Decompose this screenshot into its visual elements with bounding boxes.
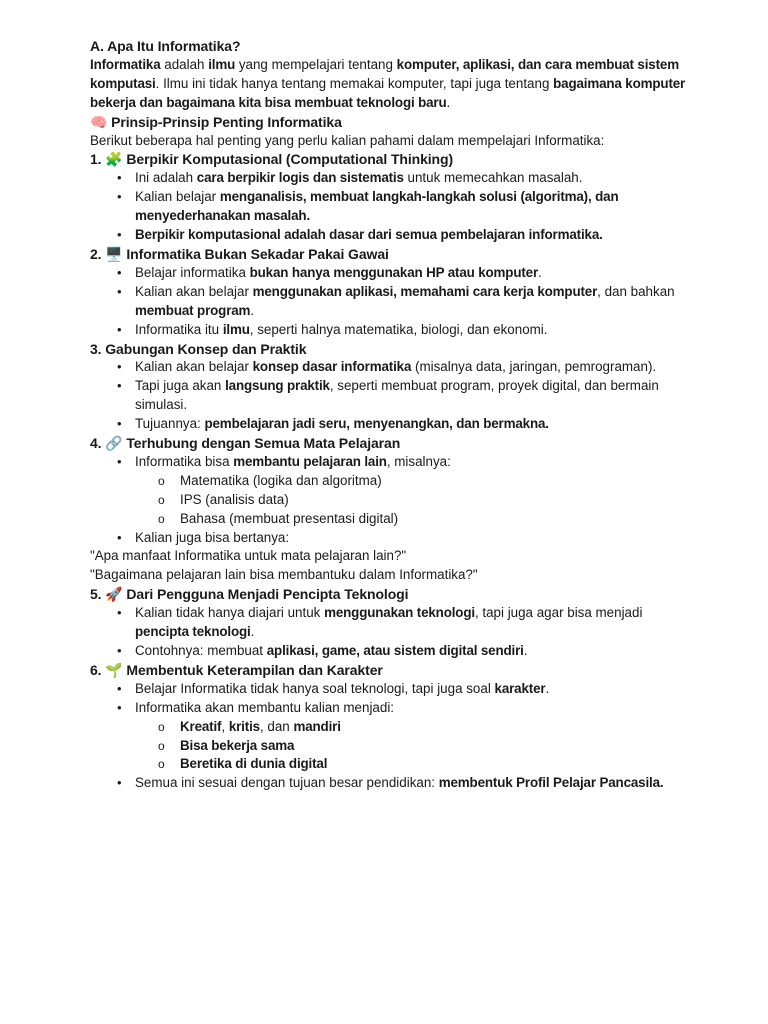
intro-text-3: . Ilmu ini tidak hanya tentang memakai komputer, tapi juga tentang <box>155 75 554 91</box>
section-5-list <box>90 604 690 661</box>
item-bold: Bisa bekerja sama <box>180 737 295 753</box>
question-2: "Bagaimana pelajaran lain bisa membantuku dalam Informatika?" <box>90 567 478 583</box>
item-bold: cara berpikir logis dan sistematis <box>196 170 404 186</box>
sub-list-item: o Bahasa (membuat presentasi digital) <box>90 510 690 529</box>
item-text: Kalian tidak hanya diajari untuk <box>135 605 325 621</box>
list-item <box>90 283 690 321</box>
section-a-title: A. Apa Itu Informatika? <box>90 38 241 54</box>
list-item <box>90 377 690 415</box>
section-6-list <box>90 680 690 718</box>
section-5-title: 5. 🚀 Dari Pengguna Menjadi Pencipta Teknologi <box>90 586 409 603</box>
item-bold: menggunakan teknologi <box>324 605 475 621</box>
item-bold: menggunakan aplikasi, memahami cara kerja komputer <box>252 283 598 299</box>
list-item <box>90 169 690 188</box>
list-item <box>90 226 690 245</box>
item-bold: Berpikir komputasional adalah dasar dari semua pembelajaran informatika. <box>135 227 603 243</box>
principles-lead: Berikut beberapa hal penting yang perlu kalian pahami dalam mempelajari Informatika: <box>90 132 605 148</box>
item-text: Kalian belajar <box>135 189 220 205</box>
item-text: , dan bahkan <box>597 283 675 299</box>
intro-text-2: yang mempelajari tentang <box>235 56 397 72</box>
item-text: Belajar informatika <box>135 264 250 280</box>
item-text: Tujuannya: <box>135 416 205 432</box>
sub-list-item <box>90 718 690 737</box>
item-bold: membantu pelajaran lain <box>233 453 387 469</box>
item-bold: mandiri <box>293 718 341 734</box>
intro-bold-3: komputer, aplikasi, dan cara membuat sistem komputasi <box>90 56 679 91</box>
item-text: . <box>250 624 255 640</box>
sub-list-item: o Matematika (logika dan algoritma) <box>90 472 690 491</box>
list-item <box>90 774 690 793</box>
intro-bold-4: bagaimana komputer bekerja dan bagaimana kita bisa membuat teknologi baru <box>90 75 686 110</box>
intro-paragraph <box>90 56 690 113</box>
section-3-title: 3. Gabungan Konsep dan Praktik <box>90 340 307 357</box>
intro-text-4: . <box>446 94 451 110</box>
item-bold: Beretika di dunia digital <box>180 756 328 772</box>
item-bold: karakter <box>494 680 546 696</box>
item-text: . <box>538 264 542 280</box>
section-3-list <box>90 358 690 434</box>
item-text: Belajar Informatika tidak hanya soal teknologi, tapi juga soal <box>135 680 495 696</box>
sub-list-item <box>90 755 690 774</box>
item-bold: konsep dasar informatika <box>252 359 412 375</box>
item-text: Semua ini sesuai dengan tujuan besar pendidikan: <box>135 775 439 791</box>
intro-bold-1: Informatika <box>90 56 161 72</box>
item-bold: langsung praktik <box>225 378 330 394</box>
item-text: . <box>545 680 550 696</box>
principles-title: 🧠 Prinsip-Prinsip Penting Informatika <box>90 113 342 130</box>
item-text: Tapi juga akan <box>135 378 226 394</box>
item-bold: membuat program <box>135 302 251 318</box>
item-text: Ini adalah <box>135 170 197 186</box>
list-item <box>90 642 690 661</box>
section-6-list-2 <box>90 774 690 793</box>
section-4-list-2 <box>90 529 690 548</box>
section-6-sublist <box>90 718 690 775</box>
item-text: , seperti halnya matematika, biologi, dan ekonomi. <box>249 321 548 337</box>
list-item <box>90 264 690 283</box>
list-item <box>90 415 690 434</box>
list-item: • Informatika akan membantu kalian menjadi: <box>90 699 690 718</box>
section-2-title: 2. 🖥️ Informatika Bukan Sekadar Pakai Gawai <box>90 245 389 262</box>
item-bold: pembelajaran jadi seru, menyenangkan, dan bermakna. <box>204 416 549 432</box>
list-item <box>90 680 690 699</box>
item-text: Kalian akan belajar <box>135 283 253 299</box>
item-bold: Kreatif <box>180 718 222 734</box>
item-bold: ilmu <box>222 321 250 337</box>
section-1-title: 1. 🧩 Berpikir Komputasional (Computational Thinking) <box>90 151 454 168</box>
intro-bold-2: ilmu <box>208 56 236 72</box>
item-text: Informatika itu <box>135 321 223 337</box>
document-content <box>90 37 690 793</box>
item-text: Informatika bisa <box>135 453 234 469</box>
list-item: • Kalian juga bisa bertanya: <box>90 529 690 548</box>
item-text: , dan <box>259 718 294 734</box>
item-bold: kritis <box>228 718 260 734</box>
item-text: Contohnya: membuat <box>135 643 267 658</box>
item-text: , tapi juga agar bisa menjadi <box>474 605 643 621</box>
question-1: "Apa manfaat Informatika untuk mata pelajaran lain?" <box>90 548 407 564</box>
section-4-list <box>90 453 690 472</box>
section-6-title: 6. 🌱 Membentuk Keterampilan dan Karakter <box>90 661 383 678</box>
item-text: Kalian akan belajar <box>135 359 253 375</box>
item-bold: pencipta teknologi <box>135 624 251 640</box>
item-text: . <box>523 643 528 658</box>
section-2-list <box>90 264 690 340</box>
item-text: , seperti membuat program, proyek digital, dan bermain simulasi. <box>135 378 659 413</box>
item-text: (misalnya data, jaringan, pemrograman). <box>411 359 657 375</box>
sub-list-item <box>90 737 690 756</box>
item-bold: bukan hanya menggunakan HP atau komputer <box>249 264 539 280</box>
list-item <box>90 604 690 642</box>
list-item <box>90 321 690 340</box>
list-item <box>90 453 690 472</box>
item-text: , misalnya: <box>386 453 451 469</box>
section-4-sublist <box>90 472 690 529</box>
list-item <box>90 358 690 377</box>
sub-list-item: o IPS (analisis data) <box>90 491 690 510</box>
section-4-title: 4. 🔗 Terhubung dengan Semua Mata Pelajaran <box>90 435 401 452</box>
item-text: . <box>250 302 255 318</box>
section-1-list <box>90 169 690 245</box>
item-bold: aplikasi, game, atau sistem digital sendiri <box>266 643 524 658</box>
intro-text-1: adalah <box>160 56 209 72</box>
item-bold: membentuk Profil Pelajar Pancasila. <box>438 775 664 791</box>
item-bold: menganalisis, membuat langkah-langkah solusi (algoritma), dan menyederhanakan masalah. <box>135 189 619 224</box>
list-item <box>90 188 690 226</box>
item-text: untuk memecahkan masalah. <box>403 170 583 186</box>
item-text: , <box>221 718 229 734</box>
